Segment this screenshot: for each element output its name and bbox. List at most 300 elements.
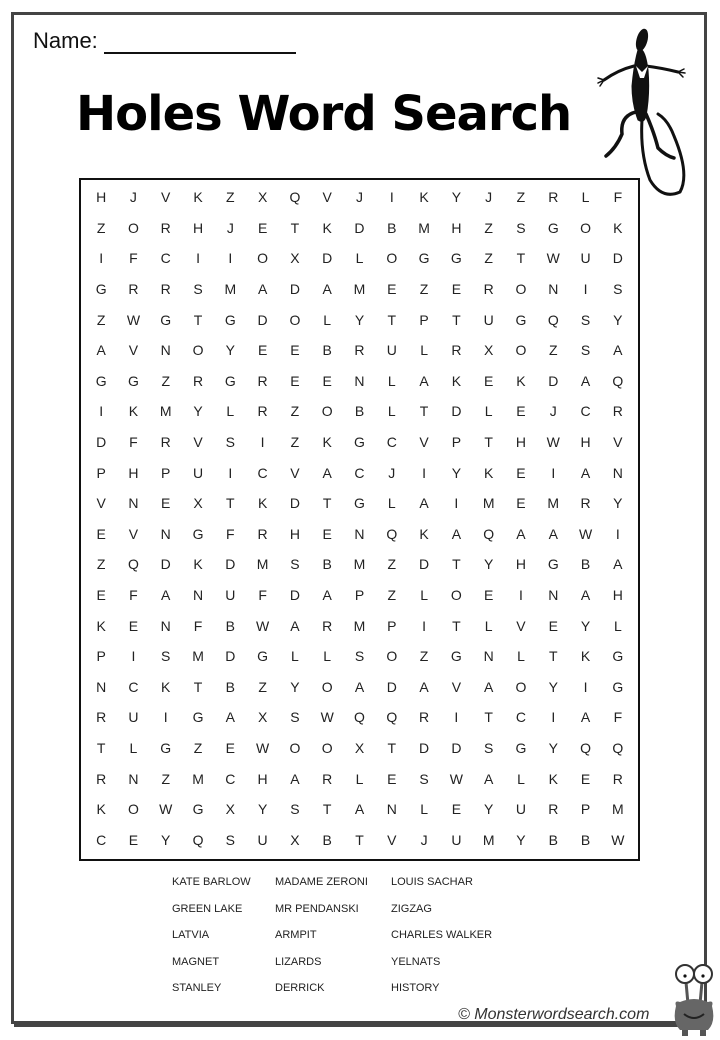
grid-letter[interactable]: O <box>257 250 269 267</box>
grid-letter[interactable]: I <box>615 525 620 542</box>
grid-letter[interactable]: L <box>355 250 364 267</box>
grid-letter[interactable]: H <box>451 219 462 236</box>
grid-letter[interactable]: A <box>322 281 332 298</box>
grid-letter[interactable]: G <box>160 739 172 756</box>
grid-letter[interactable]: O <box>515 342 527 359</box>
grid-letter[interactable]: I <box>551 709 556 726</box>
grid-letter[interactable]: A <box>225 709 235 726</box>
grid-letter[interactable]: G <box>95 372 107 389</box>
grid-letter[interactable]: D <box>419 739 430 756</box>
grid-letter[interactable]: I <box>228 464 233 481</box>
grid-letter[interactable]: O <box>289 739 301 756</box>
grid-letter[interactable]: C <box>386 434 397 451</box>
grid-letter[interactable]: Q <box>483 525 495 542</box>
grid-letter[interactable]: D <box>289 586 300 603</box>
grid-letter[interactable]: S <box>354 648 365 665</box>
grid-letter[interactable]: U <box>515 801 527 818</box>
grid-letter[interactable]: P <box>96 464 106 481</box>
grid-letter[interactable]: K <box>128 403 139 420</box>
grid-letter[interactable]: G <box>547 219 559 236</box>
grid-letter[interactable]: U <box>386 342 397 359</box>
grid-letter[interactable]: I <box>583 678 588 695</box>
grid-letter[interactable]: H <box>515 556 527 573</box>
grid-letter[interactable]: S <box>225 434 235 451</box>
grid-letter[interactable]: D <box>289 281 300 298</box>
grid-letter[interactable]: N <box>96 678 107 695</box>
grid-letter[interactable]: X <box>257 709 268 726</box>
grid-letter[interactable]: S <box>483 739 494 756</box>
grid-letter[interactable]: V <box>96 495 106 512</box>
grid-letter[interactable]: E <box>322 525 332 542</box>
grid-letter[interactable]: Y <box>580 617 591 634</box>
grid-letter[interactable]: G <box>612 648 624 665</box>
grid-letter[interactable]: D <box>289 495 300 512</box>
grid-letter[interactable]: R <box>580 495 591 512</box>
grid-letter[interactable]: V <box>419 434 429 451</box>
grid-letter[interactable]: T <box>96 739 106 756</box>
grid-letter[interactable]: M <box>353 281 366 298</box>
grid-letter[interactable]: F <box>613 189 623 206</box>
grid-letter[interactable]: E <box>483 372 494 389</box>
grid-letter[interactable]: K <box>322 219 332 236</box>
grid-letter[interactable]: R <box>257 525 268 542</box>
grid-letter[interactable]: M <box>547 495 560 512</box>
grid-letter[interactable]: R <box>419 709 430 726</box>
grid-letter[interactable]: T <box>226 495 235 512</box>
grid-letter[interactable]: O <box>127 219 139 236</box>
grid-letter[interactable]: L <box>291 648 299 665</box>
grid-letter[interactable]: P <box>354 586 365 603</box>
grid-letter[interactable]: D <box>419 556 430 573</box>
grid-letter[interactable]: Z <box>484 250 493 267</box>
grid-letter[interactable]: V <box>451 678 462 695</box>
grid-letter[interactable]: H <box>289 525 300 542</box>
grid-letter[interactable]: D <box>451 403 462 420</box>
grid-letter[interactable]: B <box>354 403 365 420</box>
grid-letter[interactable]: B <box>548 831 558 848</box>
grid-letter[interactable]: I <box>583 281 588 298</box>
grid-letter[interactable]: D <box>257 311 268 328</box>
grid-letter[interactable]: G <box>160 311 172 328</box>
grid-letter[interactable]: D <box>612 250 623 267</box>
grid-letter[interactable]: H <box>96 189 107 206</box>
grid-letter[interactable]: E <box>451 801 462 818</box>
grid-letter[interactable]: G <box>192 709 204 726</box>
grid-letter[interactable]: B <box>580 831 591 848</box>
grid-letter[interactable]: L <box>129 739 138 756</box>
grid-letter[interactable]: Y <box>613 495 623 512</box>
grid-letter[interactable]: J <box>355 189 363 206</box>
grid-letter[interactable]: W <box>546 434 560 451</box>
grid-letter[interactable]: I <box>99 403 104 420</box>
grid-letter[interactable]: E <box>225 739 235 756</box>
grid-letter[interactable]: Y <box>613 311 623 328</box>
grid-letter[interactable]: L <box>484 617 493 634</box>
grid-letter[interactable]: Y <box>451 464 462 481</box>
grid-letter[interactable]: D <box>96 434 107 451</box>
grid-letter[interactable]: U <box>225 586 236 603</box>
grid-letter[interactable]: W <box>159 801 173 818</box>
grid-letter[interactable]: K <box>193 556 203 573</box>
grid-letter[interactable]: X <box>290 831 300 848</box>
grid-letter[interactable]: H <box>612 586 623 603</box>
grid-letter[interactable]: T <box>355 831 364 848</box>
grid-letter[interactable]: W <box>449 770 463 787</box>
grid-letter[interactable]: M <box>612 801 624 818</box>
grid-letter[interactable]: M <box>482 495 495 512</box>
grid-letter[interactable]: K <box>483 464 494 481</box>
grid-letter[interactable]: A <box>322 464 332 481</box>
grid-letter[interactable]: B <box>322 831 332 848</box>
grid-letter[interactable]: T <box>290 219 300 236</box>
grid-letter[interactable]: A <box>354 678 365 695</box>
grid-letter[interactable]: K <box>96 617 106 634</box>
grid-letter[interactable]: N <box>548 586 559 603</box>
grid-letter[interactable]: H <box>580 434 591 451</box>
grid-letter[interactable]: S <box>290 801 300 818</box>
grid-letter[interactable]: W <box>126 311 141 328</box>
grid-letter[interactable]: M <box>192 770 204 787</box>
grid-letter[interactable]: R <box>612 403 623 420</box>
grid-letter[interactable]: E <box>387 281 397 298</box>
grid-letter[interactable]: M <box>256 556 269 573</box>
grid-letter[interactable]: I <box>519 586 523 603</box>
grid-letter[interactable]: H <box>128 464 139 481</box>
grid-letter[interactable]: O <box>127 801 139 818</box>
grid-letter[interactable]: Z <box>516 189 526 206</box>
grid-letter[interactable]: T <box>452 311 461 328</box>
grid-letter[interactable]: D <box>160 556 171 573</box>
grid-letter[interactable]: I <box>196 250 200 267</box>
grid-letter[interactable]: O <box>386 648 398 665</box>
grid-letter[interactable]: N <box>483 648 494 665</box>
grid-letter[interactable]: G <box>418 250 430 267</box>
grid-letter[interactable]: I <box>228 250 233 267</box>
grid-letter[interactable]: Z <box>387 556 397 573</box>
grid-letter[interactable]: T <box>484 434 493 451</box>
grid-letter[interactable]: E <box>516 495 526 512</box>
grid-letter[interactable]: Q <box>386 525 398 542</box>
grid-letter[interactable]: Y <box>516 831 526 848</box>
grid-letter[interactable]: B <box>225 617 235 634</box>
grid-letter[interactable]: B <box>580 556 591 573</box>
grid-letter[interactable]: L <box>517 770 525 787</box>
grid-letter[interactable]: D <box>225 556 236 573</box>
grid-letter[interactable]: Z <box>258 678 267 695</box>
grid-letter[interactable]: E <box>257 342 268 359</box>
grid-letter[interactable]: T <box>452 617 461 634</box>
grid-letter[interactable]: R <box>96 770 107 787</box>
grid-letter[interactable]: A <box>354 801 365 818</box>
grid-letter[interactable]: J <box>485 189 493 206</box>
grid-letter[interactable]: A <box>613 342 623 359</box>
grid-letter[interactable]: R <box>322 770 333 787</box>
grid-letter[interactable]: K <box>161 678 171 695</box>
grid-letter[interactable]: E <box>322 372 332 389</box>
grid-letter[interactable]: E <box>161 495 171 512</box>
grid-letter[interactable]: Q <box>289 189 301 206</box>
grid-letter[interactable]: S <box>419 770 429 787</box>
grid-letter[interactable]: R <box>483 281 494 298</box>
grid-letter[interactable]: O <box>386 250 398 267</box>
grid-letter[interactable]: D <box>386 678 397 695</box>
grid-letter[interactable]: D <box>225 648 236 665</box>
grid-letter[interactable]: I <box>99 250 104 267</box>
grid-letter[interactable]: Z <box>290 434 300 451</box>
grid-letter[interactable]: V <box>193 434 203 451</box>
grid-letter[interactable]: L <box>517 648 525 665</box>
grid-letter[interactable]: J <box>388 464 396 481</box>
grid-letter[interactable]: Q <box>127 556 139 573</box>
grid-letter[interactable]: W <box>256 739 270 756</box>
grid-letter[interactable]: E <box>483 586 494 603</box>
grid-letter[interactable]: U <box>483 311 494 328</box>
grid-letter[interactable]: L <box>581 189 590 206</box>
grid-letter[interactable]: Y <box>193 403 203 420</box>
grid-letter[interactable]: K <box>516 372 526 389</box>
grid-letter[interactable]: I <box>131 648 136 665</box>
grid-letter[interactable]: T <box>387 739 397 756</box>
grid-letter[interactable]: G <box>224 372 236 389</box>
grid-letter[interactable]: X <box>225 801 235 818</box>
grid-letter[interactable]: J <box>129 189 137 206</box>
grid-letter[interactable]: V <box>161 189 171 206</box>
grid-letter[interactable]: R <box>257 403 268 420</box>
grid-letter[interactable]: K <box>451 372 462 389</box>
grid-letter[interactable]: I <box>163 709 168 726</box>
grid-letter[interactable]: N <box>128 770 139 787</box>
grid-letter[interactable]: A <box>580 372 591 389</box>
grid-letter[interactable]: K <box>96 801 106 818</box>
grid-letter[interactable]: V <box>387 831 397 848</box>
grid-letter[interactable]: P <box>451 434 462 451</box>
grid-letter[interactable]: T <box>484 709 493 726</box>
grid-letter[interactable]: I <box>454 495 459 512</box>
grid-letter[interactable]: N <box>612 464 623 481</box>
grid-letter[interactable]: P <box>580 801 591 818</box>
grid-letter[interactable]: M <box>482 831 495 848</box>
grid-letter[interactable]: G <box>192 801 204 818</box>
grid-letter[interactable]: X <box>257 189 268 206</box>
grid-letter[interactable]: I <box>389 189 394 206</box>
grid-letter[interactable]: G <box>450 648 462 665</box>
grid-letter[interactable]: K <box>419 189 429 206</box>
grid-letter[interactable]: A <box>419 678 429 695</box>
grid-letter[interactable]: X <box>193 495 203 512</box>
grid-letter[interactable]: R <box>192 372 204 389</box>
grid-letter[interactable]: B <box>387 219 397 236</box>
grid-letter[interactable]: E <box>257 219 268 236</box>
grid-letter[interactable]: J <box>549 403 557 420</box>
grid-letter[interactable]: A <box>580 709 591 726</box>
grid-letter[interactable]: U <box>451 831 462 848</box>
grid-letter[interactable]: Q <box>580 739 591 756</box>
grid-letter[interactable]: N <box>386 801 397 818</box>
grid-letter[interactable]: E <box>451 281 462 298</box>
grid-letter[interactable]: Y <box>225 342 235 359</box>
grid-letter[interactable]: Z <box>193 739 203 756</box>
grid-letter[interactable]: A <box>580 464 591 481</box>
grid-letter[interactable]: A <box>613 556 623 573</box>
grid-letter[interactable]: O <box>289 311 301 328</box>
grid-letter[interactable]: Q <box>192 831 204 848</box>
grid-letter[interactable]: Z <box>161 770 170 787</box>
grid-letter[interactable]: R <box>96 709 107 726</box>
grid-letter[interactable]: T <box>322 495 332 512</box>
grid-letter[interactable]: E <box>128 617 139 634</box>
grid-letter[interactable]: O <box>450 586 462 603</box>
grid-letter[interactable]: I <box>260 434 265 451</box>
grid-letter[interactable]: J <box>420 831 428 848</box>
grid-letter[interactable]: Z <box>96 311 106 328</box>
grid-letter[interactable]: Z <box>96 219 106 236</box>
grid-letter[interactable]: F <box>258 586 267 603</box>
grid-letter[interactable]: K <box>257 495 268 512</box>
grid-letter[interactable]: A <box>483 770 494 787</box>
grid-letter[interactable]: G <box>515 739 527 756</box>
grid-letter[interactable]: L <box>323 648 332 665</box>
grid-letter[interactable]: V <box>516 617 526 634</box>
grid-letter[interactable]: L <box>420 586 428 603</box>
grid-letter[interactable]: V <box>128 342 139 359</box>
grid-letter[interactable]: P <box>419 311 429 328</box>
grid-letter[interactable]: T <box>548 648 558 665</box>
grid-letter[interactable]: C <box>515 709 527 726</box>
grid-letter[interactable]: A <box>290 617 300 634</box>
grid-letter[interactable]: V <box>290 464 300 481</box>
grid-letter[interactable]: R <box>451 342 462 359</box>
grid-letter[interactable]: A <box>580 586 591 603</box>
grid-letter[interactable]: Q <box>354 709 365 726</box>
grid-letter[interactable]: O <box>515 678 527 695</box>
grid-letter[interactable]: M <box>418 219 430 236</box>
grid-letter[interactable]: M <box>353 556 366 573</box>
grid-letter[interactable]: R <box>548 801 559 818</box>
grid-letter[interactable]: R <box>160 219 171 236</box>
grid-letter[interactable]: L <box>613 617 622 634</box>
grid-letter[interactable]: E <box>96 586 106 603</box>
grid-letter[interactable]: N <box>548 281 559 298</box>
grid-letter[interactable]: N <box>160 617 171 634</box>
grid-letter[interactable]: C <box>96 831 107 848</box>
grid-letter[interactable]: O <box>321 403 333 420</box>
grid-letter[interactable]: C <box>225 770 236 787</box>
grid-letter[interactable]: T <box>419 403 429 420</box>
grid-letter[interactable]: G <box>612 678 624 695</box>
grid-letter[interactable]: O <box>580 219 591 236</box>
grid-letter[interactable]: P <box>161 464 171 481</box>
grid-letter[interactable]: U <box>257 831 268 848</box>
grid-letter[interactable]: L <box>420 801 428 818</box>
grid-letter[interactable]: P <box>387 617 397 634</box>
grid-letter[interactable]: G <box>192 525 204 542</box>
grid-letter[interactable]: S <box>580 311 591 328</box>
grid-letter[interactable]: O <box>321 678 333 695</box>
grid-letter[interactable]: Q <box>386 709 398 726</box>
grid-letter[interactable]: K <box>580 648 591 665</box>
grid-letter[interactable]: Z <box>419 281 429 298</box>
grid-letter[interactable]: K <box>548 770 558 787</box>
grid-letter[interactable]: A <box>161 586 171 603</box>
grid-letter[interactable]: X <box>354 739 365 756</box>
grid-letter[interactable]: W <box>320 709 334 726</box>
grid-letter[interactable]: V <box>128 525 139 542</box>
grid-letter[interactable]: I <box>422 617 427 634</box>
grid-letter[interactable]: T <box>322 801 332 818</box>
grid-letter[interactable]: S <box>290 556 300 573</box>
grid-letter[interactable]: S <box>161 648 171 665</box>
grid-letter[interactable]: I <box>422 464 427 481</box>
grid-letter[interactable]: N <box>192 586 204 603</box>
grid-letter[interactable]: H <box>192 219 204 236</box>
grid-letter[interactable]: X <box>290 250 300 267</box>
grid-letter[interactable]: M <box>353 617 366 634</box>
grid-letter[interactable]: H <box>257 770 268 787</box>
grid-letter[interactable]: L <box>420 342 428 359</box>
grid-letter[interactable]: R <box>322 617 333 634</box>
grid-letter[interactable]: Y <box>290 678 300 695</box>
grid-letter[interactable]: A <box>483 678 494 695</box>
grid-letter[interactable]: G <box>224 311 236 328</box>
grid-letter[interactable]: G <box>354 434 365 451</box>
grid-letter[interactable]: Z <box>226 189 235 206</box>
grid-letter[interactable]: E <box>387 770 397 787</box>
grid-letter[interactable]: P <box>96 648 106 665</box>
grid-letter[interactable]: Y <box>451 189 462 206</box>
grid-letter[interactable]: N <box>354 525 365 542</box>
grid-letter[interactable]: L <box>387 495 396 512</box>
grid-letter[interactable]: Y <box>548 678 558 695</box>
grid-letter[interactable]: C <box>354 464 365 481</box>
grid-letter[interactable]: L <box>355 770 364 787</box>
grid-letter[interactable]: M <box>224 281 237 298</box>
grid-letter[interactable]: E <box>516 464 526 481</box>
grid-letter[interactable]: E <box>290 342 300 359</box>
grid-letter[interactable]: Z <box>484 219 493 236</box>
grid-letter[interactable]: G <box>95 281 107 298</box>
grid-letter[interactable]: Q <box>612 372 624 389</box>
grid-letter[interactable]: J <box>226 219 234 236</box>
grid-letter[interactable]: U <box>580 250 591 267</box>
grid-letter[interactable]: K <box>193 189 203 206</box>
grid-letter[interactable]: U <box>128 709 139 726</box>
grid-letter[interactable]: Z <box>290 403 300 420</box>
grid-letter[interactable]: F <box>129 250 138 267</box>
grid-letter[interactable]: L <box>323 311 332 328</box>
grid-letter[interactable]: R <box>160 281 171 298</box>
grid-letter[interactable]: F <box>193 617 203 634</box>
grid-letter[interactable]: Y <box>354 311 365 328</box>
grid-letter[interactable]: V <box>613 434 623 451</box>
grid-letter[interactable]: C <box>257 464 268 481</box>
grid-letter[interactable]: E <box>516 403 526 420</box>
grid-letter[interactable]: C <box>128 678 139 695</box>
grid-letter[interactable]: A <box>257 281 268 298</box>
grid-letter[interactable]: W <box>546 250 560 267</box>
grid-letter[interactable]: W <box>578 525 593 542</box>
grid-letter[interactable]: E <box>96 525 106 542</box>
grid-letter[interactable]: I <box>551 464 556 481</box>
grid-letter[interactable]: C <box>580 403 591 420</box>
grid-letter[interactable]: Z <box>161 372 170 389</box>
grid-letter[interactable]: K <box>613 219 623 236</box>
grid-letter[interactable]: B <box>225 678 235 695</box>
grid-letter[interactable]: R <box>548 189 559 206</box>
grid-letter[interactable]: Y <box>257 801 268 818</box>
grid-letter[interactable]: A <box>548 525 558 542</box>
grid-letter[interactable]: E <box>548 617 558 634</box>
grid-letter[interactable]: A <box>96 342 106 359</box>
